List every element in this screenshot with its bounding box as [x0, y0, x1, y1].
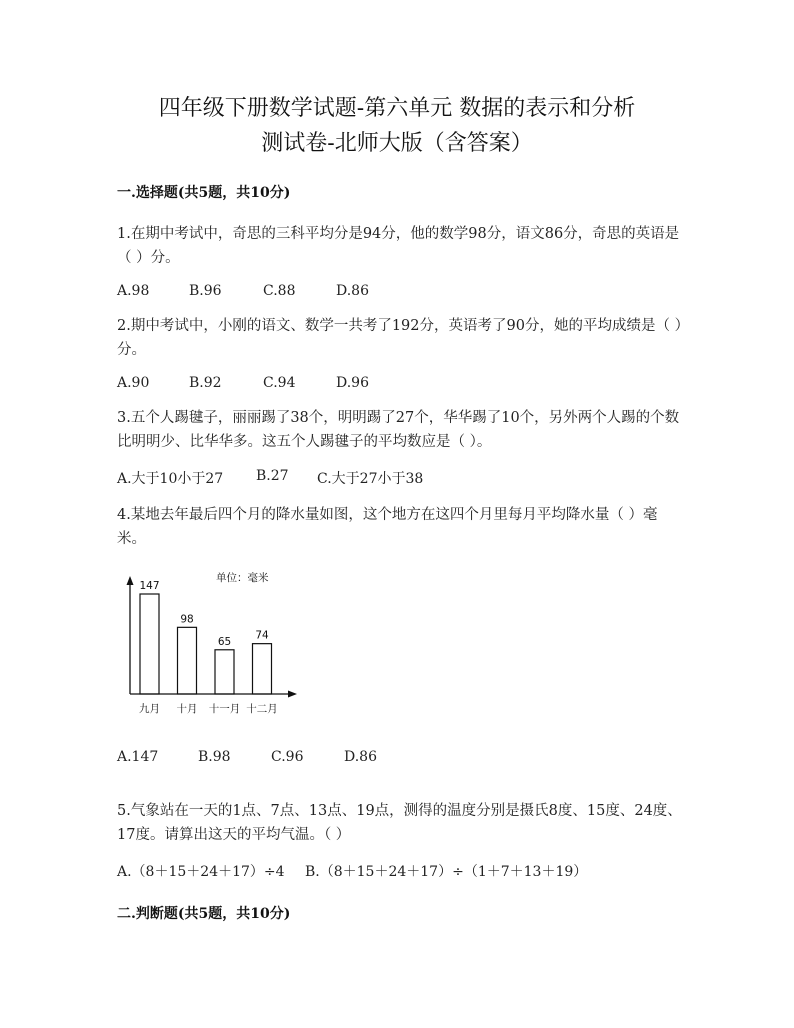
option: D.86 — [344, 749, 377, 765]
option: B.27 — [256, 468, 289, 484]
question-3: 3.五个人踢毽子，丽丽踢了38个，明明踢了27个，华华踢了10个，另外两个人踢的个数比明明少、比华华多。这五个人踢毽子的平均数应是（ ）。 — [117, 410, 680, 450]
chart-marks — [139, 580, 278, 715]
option: D.86 — [336, 283, 369, 299]
bar-value-label: 98 — [180, 613, 194, 626]
bar-value-label: 74 — [255, 629, 269, 642]
option: C.大于27小于38 — [317, 471, 424, 487]
question-4: 4.某地去年最后四个月的降水量如图，这个地方在这四个月里每月平均降水量（ ）毫米。 — [117, 507, 658, 547]
option: C.94 — [263, 375, 296, 391]
option: B.98 — [198, 749, 231, 765]
x-tick-label: 十二月 — [246, 703, 278, 715]
x-tick-label: 十一月 — [208, 703, 241, 715]
question-1: 1.在期中考试中，奇思的三科平均分是94分，他的数学98分，语文86分，奇思的英语是（ ）分。 — [117, 226, 680, 266]
option: B.96 — [189, 283, 222, 299]
page-title: 四年级下册数学试题-第六单元 数据的表示和分析 — [158, 96, 636, 121]
option: C.96 — [271, 749, 304, 765]
bar-2 — [215, 650, 234, 694]
bar-3 — [253, 644, 272, 694]
option: B.（8＋15＋24＋17）÷（1＋7＋13＋19） — [305, 864, 588, 880]
bar-value-label: 65 — [217, 635, 232, 648]
page-subtitle: 测试卷-北师大版（含答案） — [261, 131, 533, 156]
section-heading-choice: 一.选择题(共5题，共10分) — [117, 185, 291, 201]
question-2: 2.期中考试中，小刚的语文、数学一共考了192分，英语考了90分，她的平均成绩是（ ）分。 — [117, 318, 682, 358]
y-axis-arrow-icon — [127, 576, 134, 585]
option: D.96 — [336, 375, 369, 391]
option: A.147 — [117, 749, 159, 765]
bar-value-label: 147 — [139, 580, 160, 592]
option: C.88 — [263, 283, 296, 299]
option: A.（8＋15＋24＋17）÷4 — [117, 864, 285, 880]
chart-unit-label: 单位：毫米 — [216, 572, 269, 584]
x-tick-label: 九月 — [139, 703, 160, 715]
section-heading-judgment: 二.判断题(共5题，共10分) — [117, 906, 291, 922]
option: A.90 — [117, 375, 150, 391]
option: B.92 — [189, 375, 222, 391]
bar-0 — [140, 594, 159, 694]
option: A.98 — [117, 283, 150, 299]
question-5: 5.气象站在一天的1点、7点、13点、19点，测得的温度分别是摄氏8度、15度、24度、17度。请算出这天的平均气温。（ ） — [117, 803, 682, 843]
rainfall-bar-chart — [112, 566, 312, 726]
option: A.大于10小于27 — [117, 471, 224, 487]
bar-1 — [178, 627, 197, 694]
x-tick-label: 十月 — [176, 703, 198, 715]
x-axis-arrow-icon — [288, 691, 297, 698]
